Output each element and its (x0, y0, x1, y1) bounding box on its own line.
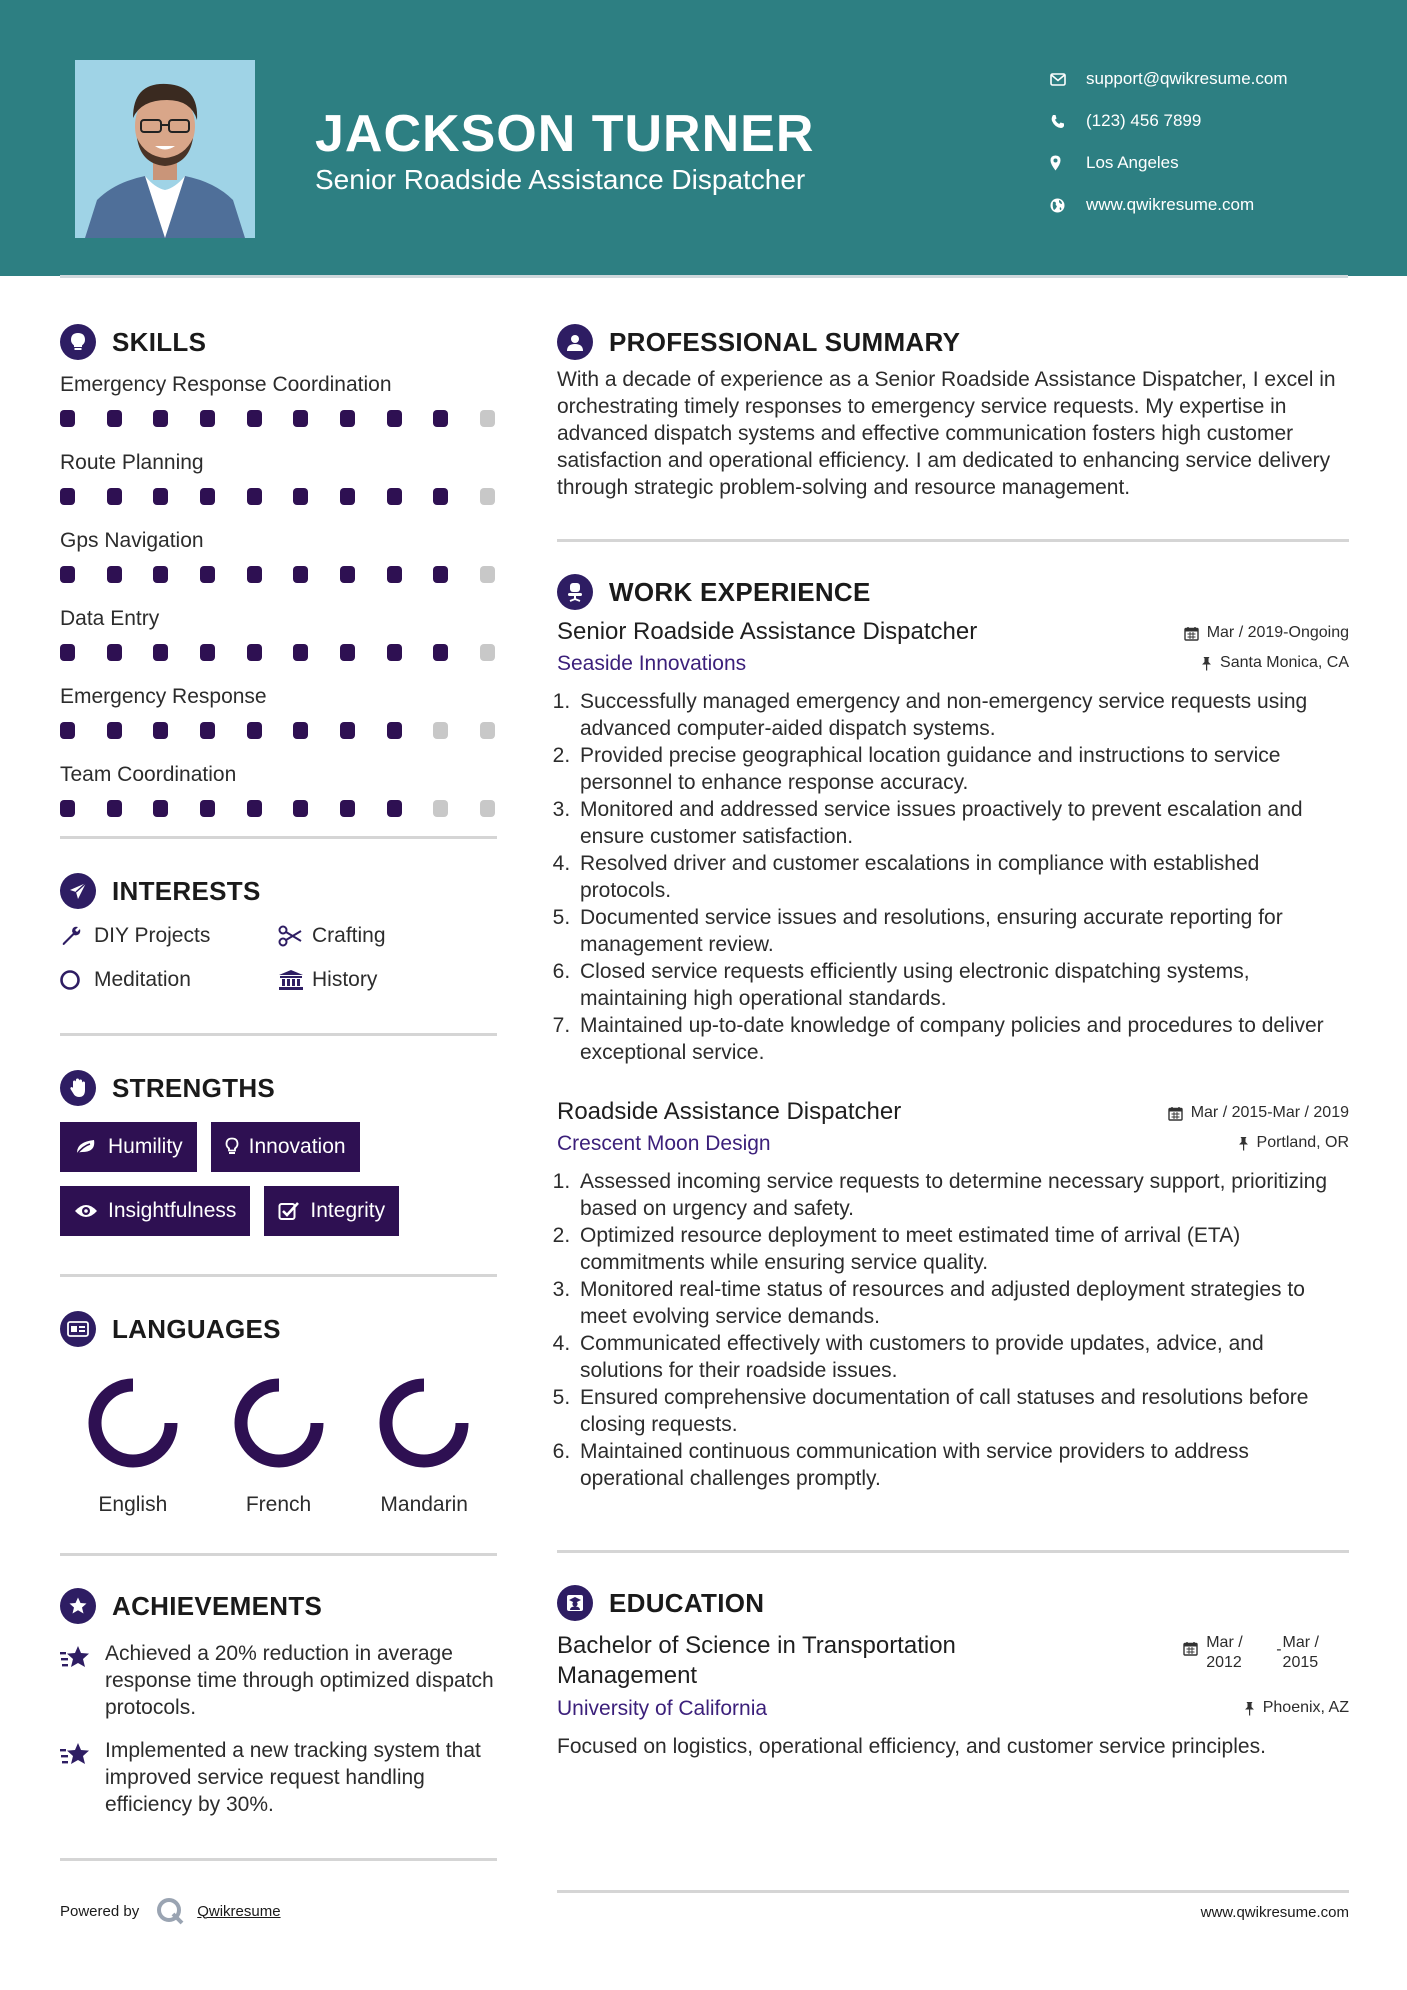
qwikresume-link[interactable]: Qwikresume (197, 1902, 281, 1920)
interest-item (60, 965, 278, 995)
skill-dot-filled (293, 644, 308, 661)
skill-dot-filled (60, 644, 75, 661)
interests-heading (60, 871, 497, 911)
interests-title: INTERESTS (112, 875, 261, 906)
skill-dot-filled (247, 410, 262, 427)
skill-dot-empty (480, 644, 495, 661)
contact-phone[interactable] (1050, 100, 1288, 142)
skill-dot-filled (387, 410, 402, 427)
skill-dot-filled (340, 800, 355, 817)
achievements-heading (60, 1586, 497, 1626)
achievement-text: Implemented a new tracking system that improved service request handling efficiency by 30%. (105, 1739, 481, 1816)
skill-dot-filled (60, 566, 75, 583)
education-end-year: 2015 (1282, 1654, 1319, 1671)
summary-heading (557, 322, 1349, 362)
job-bullet: 3. Monitored and addressed service issues proactively to prevent escalation and ensure customer satisfaction. (576, 796, 1349, 850)
language-ring (374, 1373, 474, 1473)
education-end-date (1283, 1633, 1319, 1673)
job-dates (1168, 1098, 1349, 1122)
eye-icon (74, 1203, 98, 1219)
id-card-icon (60, 1311, 96, 1347)
job-bullet: 2. Optimized resource deployment to meet estimated time of arrival (ETA) commitments while ensuring service quality. (576, 1222, 1349, 1276)
education-section (557, 1583, 1349, 1760)
achievement-item (60, 1640, 497, 1721)
education-start-date (1206, 1633, 1276, 1673)
languages-section (60, 1309, 497, 1517)
skill-dot-empty (480, 722, 495, 739)
experience-heading (557, 572, 1349, 612)
job-dates (1184, 618, 1349, 642)
bank-icon (278, 969, 312, 991)
strengths-heading (60, 1068, 497, 1108)
contact-location (1050, 142, 1288, 184)
strength-tag (60, 1186, 250, 1236)
star-icon (60, 1640, 105, 1721)
lightbulb-icon (225, 1137, 239, 1157)
skill-dot-filled (340, 488, 355, 505)
resume-header (0, 0, 1407, 276)
skill-dot-filled (433, 566, 448, 583)
leaf-icon (74, 1138, 98, 1156)
skills-section (60, 322, 497, 834)
skill-dot-filled (340, 410, 355, 427)
job-bullet: 4. Communicated effectively with customers to provide updates, advice, and solutions for their roadside issues. (576, 1330, 1349, 1384)
skill-name: Route Planning (60, 451, 204, 474)
strengths-list (60, 1122, 497, 1236)
skill-name: Emergency Response (60, 685, 267, 708)
job-company: Seaside Innovations (557, 652, 747, 675)
skill-dot-filled (387, 488, 402, 505)
skill-dot-filled (247, 566, 262, 583)
section-divider (557, 539, 1349, 542)
contact-website-text: www.qwikresume.com (1086, 195, 1255, 214)
education-end-month: Mar / (1282, 1634, 1319, 1651)
strength-label: Innovation (248, 1135, 346, 1158)
calendar-icon (1184, 626, 1199, 641)
right-column (557, 322, 1349, 1760)
job-title: Roadside Assistance Dispatcher (557, 1098, 902, 1125)
job-company-row (557, 1132, 1349, 1156)
skill-dot-filled (387, 722, 402, 739)
footer-powered-by (60, 1896, 281, 1926)
skill-name: Team Coordination (60, 763, 237, 786)
wrench-icon (60, 925, 94, 947)
skill-dot-filled (60, 488, 75, 505)
skill-dot-filled (293, 566, 308, 583)
experience-title: WORK EXPERIENCE (609, 576, 871, 607)
experience-section (557, 572, 1349, 1492)
profile-photo (75, 60, 255, 238)
contact-location-text: Los Angeles (1086, 153, 1179, 172)
job-bullet: 1. Assessed incoming service requests to determine necessary support, prioritizing based on urgency and safety. (576, 1168, 1349, 1222)
skill-item (60, 526, 497, 600)
skill-dot-filled (107, 488, 122, 505)
skill-dot-filled (107, 644, 122, 661)
strength-label: Integrity (310, 1199, 386, 1222)
interest-label: Crafting (312, 924, 386, 947)
pushpin-icon (1201, 656, 1212, 671)
skill-dot-filled (60, 410, 75, 427)
job-bullet: 6. Maintained continuous communication with service providers to address operational challenges promptly. (576, 1438, 1349, 1492)
skill-dot-filled (153, 566, 168, 583)
education-start-month: Mar / (1206, 1634, 1243, 1651)
qwikresume-logo-icon (155, 1896, 185, 1926)
job-bullet: 7. Maintained up-to-date knowledge of company policies and procedures to deliver exceptional service. (576, 1012, 1349, 1066)
footer-website[interactable]: www.qwikresume.com (1200, 1904, 1349, 1921)
skill-dot-filled (107, 410, 122, 427)
lightbulb-icon (60, 324, 96, 360)
powered-by-text: Powered by (60, 1902, 140, 1920)
pushpin-icon (1244, 1701, 1255, 1716)
skill-item (60, 760, 497, 834)
job-entry (557, 618, 1349, 1066)
skill-dot-filled (340, 644, 355, 661)
job-company: Crescent Moon Design (557, 1132, 771, 1155)
scissors-icon (278, 925, 312, 947)
interests-list (60, 921, 497, 995)
circle-icon (60, 969, 94, 991)
skill-dot-filled (60, 800, 75, 817)
skill-rating (60, 400, 497, 444)
globe-icon (1050, 198, 1086, 213)
education-location (1244, 1697, 1349, 1717)
envelope-icon (1050, 73, 1086, 86)
skill-dot-filled (200, 644, 215, 661)
job-entry (557, 1098, 1349, 1492)
job-bullet: 5. Documented service issues and resolutions, ensuring accurate reporting for management review. (576, 904, 1349, 958)
strength-label: Humility (108, 1135, 183, 1158)
skills-list (60, 370, 497, 834)
education-school-row (557, 1697, 1349, 1721)
job-bullet: 6. Closed service requests efficiently using electronic dispatching systems, maintaining high operational standards. (576, 958, 1349, 1012)
section-divider (60, 1553, 497, 1556)
education-school: University of California (557, 1697, 768, 1720)
section-divider (60, 1858, 497, 1861)
skill-dot-filled (293, 722, 308, 739)
skill-dot-empty (480, 566, 495, 583)
job-bullet: 1. Successfully managed emergency and non-emergency service requests using advanced computer-aided dispatch systems. (576, 688, 1349, 742)
contact-email[interactable] (1050, 58, 1288, 100)
skill-dot-filled (340, 566, 355, 583)
section-divider (557, 1550, 1349, 1553)
calendar-icon (1168, 1106, 1183, 1121)
skill-dot-empty (480, 410, 495, 427)
skill-dot-filled (293, 410, 308, 427)
job-bullet: 3. Monitored real-time status of resources and adjusted deployment strategies to meet evolving service demands. (576, 1276, 1349, 1330)
skill-dot-filled (153, 644, 168, 661)
contact-email-text: support@qwikresume.com (1086, 69, 1288, 88)
map-pin-icon (1050, 155, 1086, 171)
job-company-row (557, 652, 1349, 676)
skill-dot-empty (480, 488, 495, 505)
skill-dot-filled (247, 722, 262, 739)
job-title: Senior Roadside Assistance Dispatcher (557, 618, 978, 645)
skill-dot-filled (293, 800, 308, 817)
contact-list (1050, 58, 1288, 226)
header-divider (60, 275, 1348, 278)
job-location-text: Santa Monica, CA (1220, 654, 1349, 671)
footer-divider (557, 1890, 1349, 1893)
interests-section (60, 871, 497, 995)
skill-name: Emergency Response Coordination (60, 373, 392, 396)
skill-dot-filled (387, 800, 402, 817)
check-square-icon (278, 1201, 300, 1221)
interest-item (278, 921, 478, 951)
education-dates (1183, 1631, 1319, 1673)
language-item (351, 1373, 497, 1517)
left-column (60, 322, 497, 1861)
skill-dot-filled (153, 800, 168, 817)
summary-title: PROFESSIONAL SUMMARY (609, 326, 961, 357)
skill-item (60, 604, 497, 678)
skill-dot-filled (200, 566, 215, 583)
skill-dot-filled (153, 410, 168, 427)
language-name: English (98, 1493, 168, 1516)
interest-item (278, 965, 478, 995)
skill-dot-filled (247, 644, 262, 661)
user-icon (557, 324, 593, 360)
candidate-title: Senior Roadside Assistance Dispatcher (315, 164, 806, 195)
language-name: French (245, 1493, 312, 1516)
job-bullets (576, 688, 1349, 1066)
calendar-icon (1183, 1633, 1198, 1656)
languages-title: LANGUAGES (112, 1313, 281, 1344)
skill-dot-filled (200, 410, 215, 427)
job-location (1201, 652, 1349, 672)
education-description: Focused on logistics, operational efficiency, and customer service principles. (557, 1735, 1266, 1758)
achievements-title: ACHIEVEMENTS (112, 1590, 323, 1621)
skill-dot-filled (433, 644, 448, 661)
job-location-text: Portland, OR (1256, 1134, 1349, 1151)
skill-dot-empty (480, 800, 495, 817)
section-divider (60, 836, 497, 839)
skill-dot-filled (60, 722, 75, 739)
skill-rating (60, 556, 497, 600)
skill-dot-filled (107, 722, 122, 739)
language-ring (229, 1373, 329, 1473)
education-location-text: Phoenix, AZ (1262, 1699, 1349, 1716)
phone-icon (1050, 114, 1086, 129)
skill-rating (60, 712, 497, 756)
skill-dot-empty (433, 800, 448, 817)
job-bullet: 5. Ensured comprehensive documentation of call statuses and resolutions before closing requests. (576, 1384, 1349, 1438)
skill-dot-filled (200, 488, 215, 505)
interest-label: Meditation (94, 968, 191, 991)
language-item (60, 1373, 206, 1517)
education-date-dash: - (1276, 1641, 1282, 1658)
skill-dot-filled (433, 410, 448, 427)
education-title: EDUCATION (609, 1587, 765, 1618)
job-bullet: 2. Provided precise geographical location guidance and instructions to service personnel to enhance response accuracy. (576, 742, 1349, 796)
star-badge-icon (60, 1588, 96, 1624)
skill-dot-filled (107, 800, 122, 817)
job-bullet: 4. Resolved driver and customer escalations in compliance with established protocols. (576, 850, 1349, 904)
interest-label: History (312, 968, 378, 991)
education-heading (557, 1583, 1349, 1623)
strengths-section (60, 1068, 497, 1236)
education-start-year: 2012 (1206, 1654, 1242, 1671)
skill-dot-filled (200, 722, 215, 739)
summary-section (557, 322, 1349, 501)
office-chair-icon (557, 574, 593, 610)
skill-item (60, 370, 497, 444)
achievement-item (60, 1737, 497, 1818)
job-bullets (576, 1168, 1349, 1492)
graduate-icon (557, 1585, 593, 1621)
skill-dot-empty (433, 722, 448, 739)
section-divider (60, 1274, 497, 1277)
skill-dot-filled (247, 488, 262, 505)
skills-title: SKILLS (112, 326, 207, 357)
job-dates-text: Mar / 2019-Ongoing (1206, 624, 1349, 641)
skill-dot-filled (107, 566, 122, 583)
skills-heading (60, 322, 497, 362)
job-title-row (557, 618, 1349, 646)
job-location (1238, 1132, 1349, 1152)
pushpin-icon (1238, 1136, 1249, 1151)
strength-tag (211, 1122, 360, 1172)
language-ring (83, 1373, 183, 1473)
skill-name: Gps Navigation (60, 529, 204, 552)
skill-dot-filled (340, 722, 355, 739)
skill-dot-filled (153, 488, 168, 505)
section-divider (60, 1033, 497, 1036)
languages-heading (60, 1309, 497, 1349)
skill-rating (60, 478, 497, 522)
language-item (206, 1373, 352, 1517)
hand-icon (60, 1070, 96, 1106)
achievements-section (60, 1586, 497, 1818)
contact-phone-text: (123) 456 7899 (1086, 111, 1202, 130)
skill-dot-filled (247, 800, 262, 817)
skill-rating (60, 634, 497, 678)
strength-tag (60, 1122, 197, 1172)
skill-dot-filled (387, 566, 402, 583)
summary-text: With a decade of experience as a Senior Roadside Assistance Dispatcher, I excel in orchestrating timely responses to emergency service requests. My expertise in advanced dispatch systems and effective communication fosters high customer satisfaction and operational efficiency. I am dedicated to enhancing service delivery through strategic problem-solving and resource management. (557, 368, 1336, 499)
skill-name: Data Entry (60, 607, 160, 630)
languages-list (60, 1373, 497, 1517)
education-degree: Bachelor of Science in Transportation Management (557, 1632, 956, 1689)
strengths-title: STRENGTHS (112, 1072, 276, 1103)
job-dates-text: Mar / 2015-Mar / 2019 (1190, 1104, 1349, 1121)
skill-dot-filled (433, 488, 448, 505)
strength-label: Insightfulness (108, 1199, 237, 1222)
achievement-text: Achieved a 20% reduction in average response time through optimized dispatch protocols. (105, 1642, 494, 1719)
skill-dot-filled (153, 722, 168, 739)
job-title-row (557, 1098, 1349, 1126)
contact-website[interactable] (1050, 184, 1288, 226)
skill-item (60, 682, 497, 756)
language-name: Mandarin (380, 1493, 468, 1516)
skill-item (60, 448, 497, 522)
education-degree-row (557, 1631, 1349, 1691)
interest-label: DIY Projects (94, 924, 211, 947)
skill-dot-filled (293, 488, 308, 505)
skill-dot-filled (387, 644, 402, 661)
skill-rating (60, 790, 497, 834)
star-icon (60, 1737, 105, 1818)
skill-dot-filled (200, 800, 215, 817)
interest-item (60, 921, 278, 951)
candidate-name: JACKSON TURNER (315, 105, 815, 163)
paper-plane-icon (60, 873, 96, 909)
strength-tag (264, 1186, 399, 1236)
